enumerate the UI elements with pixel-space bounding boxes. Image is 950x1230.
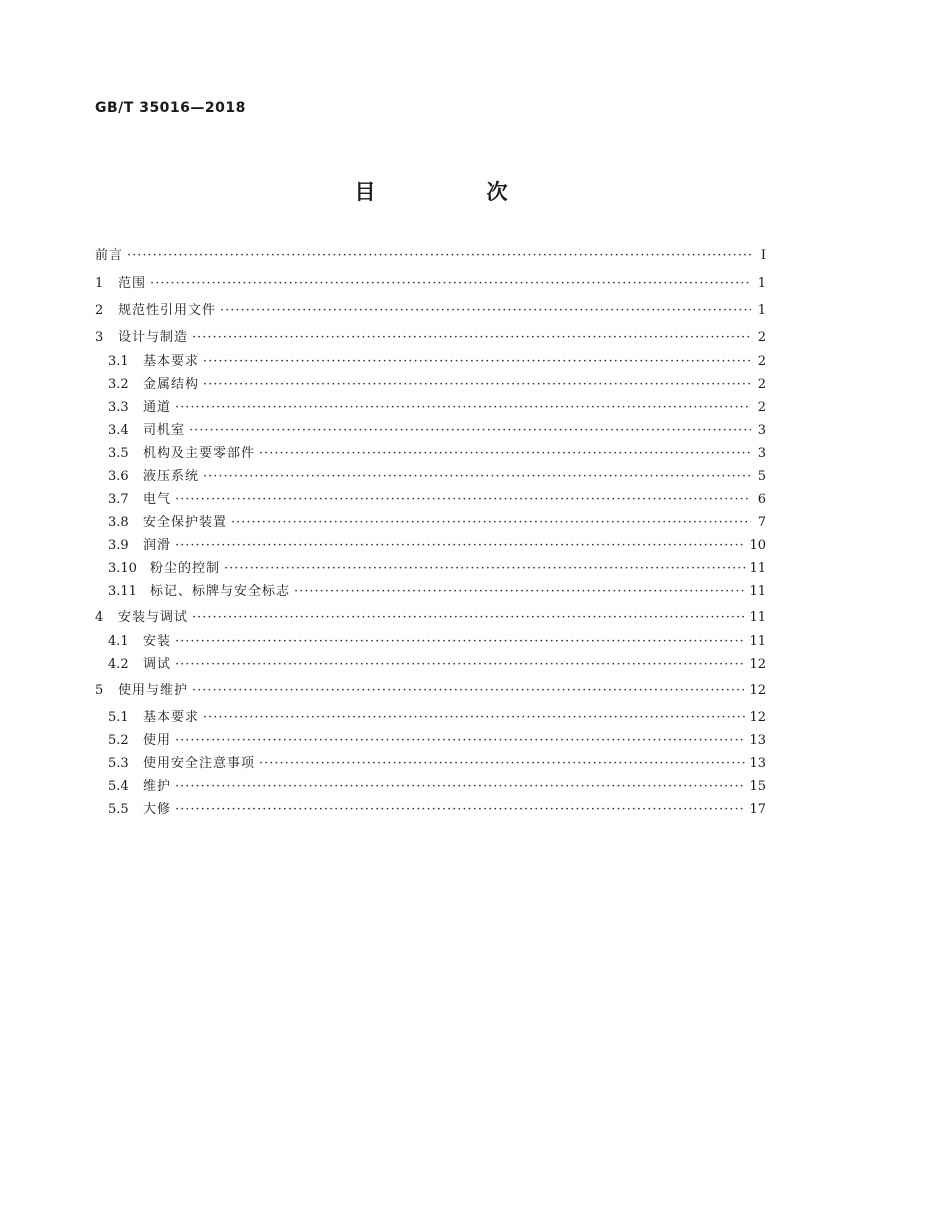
toc-section-number: 3.4 [108, 423, 129, 438]
toc-leader-dots [175, 632, 746, 652]
toc-entry-title: 司机室 [143, 423, 186, 438]
toc-leader-dots [175, 800, 746, 820]
toc-section-number: 3.10 [108, 561, 137, 576]
toc-entry-title: 维护 [143, 779, 172, 794]
toc-leader-dots [192, 608, 746, 628]
toc-page-number: 13 [749, 756, 766, 771]
toc-entry-3-8[interactable] [108, 513, 766, 533]
toc-page-number: 11 [749, 610, 766, 625]
toc-leader-dots [192, 328, 751, 348]
toc-page-number: 15 [749, 779, 766, 794]
toc-entry-5-5[interactable] [108, 800, 766, 820]
toc-section-number: 2 [95, 303, 104, 318]
toc-page-number: 2 [757, 354, 766, 369]
page-title: 目 次 [354, 180, 553, 204]
toc-leader-dots [175, 398, 751, 418]
toc-leader-dots [175, 777, 746, 797]
toc-entry-4-2[interactable] [108, 655, 766, 675]
toc-entry-3-10[interactable] [108, 559, 766, 579]
toc-page-number: 2 [757, 400, 766, 415]
toc-entry-title: 前言 [95, 248, 124, 263]
toc-section-number: 5.3 [108, 756, 129, 771]
toc-entry-foreword[interactable] [95, 246, 766, 266]
toc-entry-title: 液压系统 [143, 469, 200, 484]
toc-entry-3-1[interactable] [108, 352, 766, 372]
toc-section-number: 5 [95, 683, 104, 698]
toc-section-number: 3 [95, 330, 104, 345]
toc-leader-dots [150, 274, 751, 294]
toc-entry-4-1[interactable] [108, 632, 766, 652]
toc-entry-title: 大修 [143, 802, 172, 817]
toc-page-number: 3 [757, 423, 766, 438]
toc-entry-3-3[interactable] [108, 398, 766, 418]
toc-leader-dots [189, 421, 751, 441]
toc-leader-dots [175, 731, 746, 751]
toc-entry-title: 基本要求 [143, 710, 200, 725]
toc-leader-dots [175, 655, 746, 675]
toc-leader-dots [192, 681, 746, 701]
toc-section-number: 3.1 [108, 354, 129, 369]
toc-entry-5-1[interactable] [108, 708, 766, 728]
toc-section-number: 3.8 [108, 515, 129, 530]
standard-number: GB/T 35016—2018 [95, 100, 246, 116]
toc-page-number: 12 [749, 657, 766, 672]
toc-page-number: 7 [757, 515, 766, 530]
toc-page-number: 5 [757, 469, 766, 484]
toc-entry-title: 使用安全注意事项 [143, 756, 256, 771]
toc-entry-5-3[interactable] [108, 754, 766, 774]
toc-section-number: 4.2 [108, 657, 129, 672]
toc-page-number: 11 [749, 584, 766, 599]
toc-section-number: 4 [95, 610, 104, 625]
toc-page-number: 11 [749, 561, 766, 576]
toc-leader-dots [224, 559, 746, 579]
toc-entry-title: 范围 [118, 276, 147, 291]
toc-leader-dots [294, 582, 746, 602]
toc-entry-title: 电气 [143, 492, 172, 507]
toc-section-number: 3.9 [108, 538, 129, 553]
toc-entry-title: 调试 [143, 657, 172, 672]
toc-entry-3-4[interactable] [108, 421, 766, 441]
toc-page-number: 1 [757, 276, 766, 291]
toc-leader-dots [203, 708, 746, 728]
toc-entry-title: 金属结构 [143, 377, 200, 392]
toc-leader-dots [220, 301, 751, 321]
toc-page-number: 2 [757, 330, 766, 345]
toc-leader-dots [231, 513, 751, 533]
toc-entry-5-4[interactable] [108, 777, 766, 797]
toc-leader-dots [175, 490, 751, 510]
toc-section-number: 3.11 [108, 584, 137, 599]
toc-entry-3-6[interactable] [108, 467, 766, 487]
toc-page-number: 10 [749, 538, 766, 553]
toc-leader-dots [203, 467, 751, 487]
toc-section-number: 3.3 [108, 400, 129, 415]
toc-entry-5[interactable] [95, 681, 766, 701]
toc-entry-4[interactable] [95, 608, 766, 628]
toc-section-number: 3.6 [108, 469, 129, 484]
toc-entry-title: 基本要求 [143, 354, 200, 369]
toc-page-number: 2 [757, 377, 766, 392]
toc-entry-title: 机构及主要零部件 [143, 446, 256, 461]
toc-entry-1[interactable] [95, 274, 766, 294]
toc-page-number: 3 [757, 446, 766, 461]
toc-section-number: 3.2 [108, 377, 129, 392]
toc-leader-dots [259, 754, 746, 774]
toc-page-number: 6 [757, 492, 766, 507]
toc-page-number: 13 [749, 733, 766, 748]
toc-entry-title: 通道 [143, 400, 172, 415]
toc-section-number: 3.7 [108, 492, 129, 507]
toc-entry-title: 安装 [143, 634, 172, 649]
toc-page-number: Ⅰ [760, 248, 766, 263]
toc-entry-3-5[interactable] [108, 444, 766, 464]
toc-section-number: 5.4 [108, 779, 129, 794]
toc-entry-2[interactable] [95, 301, 766, 321]
toc-entry-title: 使用与维护 [118, 683, 189, 698]
toc-entry-3-7[interactable] [108, 490, 766, 510]
toc-entry-3-9[interactable] [108, 536, 766, 556]
toc-entry-title: 安全保护装置 [143, 515, 228, 530]
toc-entry-3[interactable] [95, 328, 766, 348]
toc-section-number: 1 [95, 276, 104, 291]
toc-entry-5-2[interactable] [108, 731, 766, 751]
toc-page-number: 11 [749, 634, 766, 649]
toc-section-number: 4.1 [108, 634, 129, 649]
toc-entry-title: 润滑 [143, 538, 172, 553]
toc-leader-dots [203, 352, 751, 372]
toc-page-number: 1 [757, 303, 766, 318]
toc-entry-3-2[interactable] [108, 375, 766, 395]
toc-leader-dots [203, 375, 751, 395]
toc-page-number: 12 [749, 683, 766, 698]
toc-leader-dots [127, 246, 751, 266]
toc-entry-title: 设计与制造 [118, 330, 189, 345]
toc-entry-3-11[interactable] [108, 582, 766, 602]
toc-entry-title: 标记、标牌与安全标志 [150, 584, 291, 599]
toc-page-number: 12 [749, 710, 766, 725]
toc-section-number: 5.2 [108, 733, 129, 748]
toc-section-number: 5.5 [108, 802, 129, 817]
toc-leader-dots [175, 536, 746, 556]
toc-page-number: 17 [749, 802, 766, 817]
toc-section-number: 5.1 [108, 710, 129, 725]
toc-entry-title: 安装与调试 [118, 610, 189, 625]
toc-section-number: 3.5 [108, 446, 129, 461]
toc-leader-dots [259, 444, 751, 464]
toc-entry-title: 使用 [143, 733, 172, 748]
toc-entry-title: 规范性引用文件 [118, 303, 217, 318]
toc-entry-title: 粉尘的控制 [150, 561, 221, 576]
